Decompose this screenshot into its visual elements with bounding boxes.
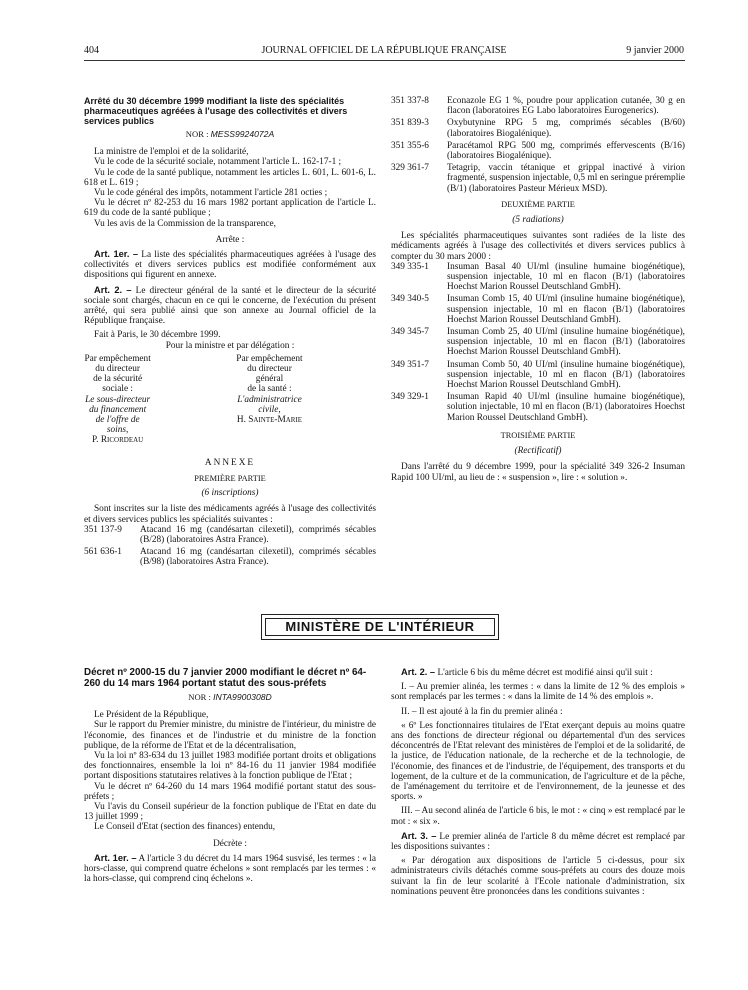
item-text: Econazole EG 1 %, poudre pour application cutanée, 30 g en flacon (laboratoires EG Labo laboratoires Eurogenerics).	[447, 96, 685, 117]
sig-line: de la sécurité sociale :	[93, 374, 143, 395]
arrete-column-right	[391, 96, 685, 483]
article-label: Art. 1er. –	[94, 852, 137, 863]
sig-line: Le sous-directeur du financement	[85, 394, 151, 415]
article-text: Le premier alinéa de l'article 8 du même décret est remplacé par les dispositions suivantes :	[391, 831, 685, 853]
item-code: 351 137-9	[84, 524, 122, 535]
list-item	[391, 360, 685, 391]
article-text: La liste des spécialités pharmaceutiques agréées à l'usage des collectivités et divers services publics est modifiée conformément aux dispositions qui figurent en annexe.	[84, 250, 376, 281]
decret-art2-i: I. – Au premier alinéa, les termes : « dans la limite de 12 % des emplois » sont remplacés par les termes : « dans la limite de 14 % des emplois ».	[391, 682, 685, 703]
partie-1-intro: Sont inscrites sur la liste des médicaments agréés à l'usage des collectivités et divers services publics les spécialités suivantes :	[84, 504, 376, 525]
item-code: 349 335-1	[391, 261, 429, 272]
decret-nor	[84, 692, 376, 702]
arrete-para: La ministre de l'emploi et de la solidarité,	[94, 147, 249, 158]
list-item	[391, 96, 685, 116]
partie-3-title: TROISIÈME PARTIE	[500, 430, 576, 440]
partie-2-sub: (5 radiations)	[512, 215, 564, 226]
decret-article-2	[391, 667, 685, 678]
list-item	[391, 392, 685, 423]
item-code: 561 636-1	[84, 547, 122, 558]
list-item	[391, 327, 685, 358]
list-item	[391, 294, 685, 325]
article-text: A l'article 3 du décret du 14 mars 1964 susvisé, les termes : « la hors-classe, qui comprend quatre échelons » sont remplacés par les termes : « la hors-classe, qui comprend cinq échelons ».	[84, 853, 376, 885]
item-code: 351 337-8	[391, 96, 429, 106]
list-item	[84, 547, 376, 567]
decret-para: Le Président de la République,	[94, 710, 209, 721]
signatures	[84, 354, 376, 446]
item-text: Insuman Comb 25, 40 UI/ml (insuline humaine biogénétique), suspension injectable, 10 ml en flacon (B/1) (laboratoires Hoechst Marion Roussel Deutschland GmbH).	[447, 327, 685, 358]
item-code: 349 351-7	[391, 359, 429, 370]
list-item	[391, 141, 685, 161]
decret-para: Sur le rapport du Premier ministre, du ministre de l'intérieur, du ministre de l'économie, des finances et de l'industrie et du ministre de la fonction publique, de la réforme de l'Etat et de la décentralisation,	[84, 720, 376, 751]
decret-para: Vu l'avis du Conseil supérieur de la fonction publique de l'Etat en date du 13 juillet 1999 ;	[84, 802, 376, 823]
decret-title: Décret nº 2000-15 du 7 janvier 2000 modifiant le décret nº 64-260 du 14 mars 1964 portant statut des sous-préfets	[84, 667, 367, 689]
article-label: Art. 2. –	[401, 667, 436, 677]
arrete-para: Vu les avis de la Commission de la transparence,	[94, 218, 276, 229]
list-item	[84, 525, 376, 545]
ministry-title: MINISTÈRE DE L'INTÉRIEUR	[265, 618, 495, 636]
decret-para: Vu la loi nº 83-634 du 13 juillet 1983 modifiée portant droits et obligations des fonctionnaires, ensemble la loi nº 84-16 du 11 janvier 1984 modifiée portant dispositions statutaires relatives à la fonction publique de l'Etat ;	[84, 751, 376, 782]
issue-date: 9 janvier 2000	[626, 45, 684, 56]
delegation: Pour la ministre et par délégation :	[165, 340, 295, 351]
fait-a: Fait à Paris, le 30 décembre 1999.	[94, 330, 221, 341]
decret-para: Le Conseil d'Etat (section des finances) entendu,	[94, 822, 276, 833]
nor-code: MESS9924072A	[210, 129, 275, 139]
decret-art2-quote: « 6º Les fonctionnaires titulaires de l'Etat exerçant depuis au moins quatre ans des fonctions de directeur régional ou départemental d'un des services déconcentrés de l'Etat relevant des ministères de l'emploi et de la solidarité, de la justice, de l'éducation nationale, de la recherche et de la technologie, de l'économie, des finances et de l'industrie, de l'équipement, des transports et du logement, de la culture et de la communication, de l'agriculture et de la pêche, de l'aménagement du territoire et de l'environnement, de la jeunesse et des sports. »	[391, 720, 685, 803]
page-header	[84, 45, 684, 59]
decret-art2-ii: II. – Il est ajouté à la fin du premier alinéa :	[401, 706, 563, 717]
arrete-article-1	[84, 249, 376, 281]
sig-line: L'administratrice civile,	[237, 394, 302, 415]
ministry-banner	[261, 614, 499, 640]
partie-1-sub: (6 inscriptions)	[201, 488, 259, 499]
arrete-word: Arrête :	[215, 234, 245, 245]
item-text: Tetagrip, vaccin tétanique et grippal inactivé à virion fragmenté, suspension injectable, 0,5 ml en seringue préremplie (B/1) (laboratoires Pasteur Mérieux MSD).	[447, 163, 685, 194]
page-number: 404	[84, 45, 99, 56]
nor-label: NOR :	[188, 692, 211, 702]
sig-line: du directeur général	[247, 364, 292, 385]
partie-3-sub: (Rectificatif)	[514, 446, 562, 457]
decret-column	[84, 667, 376, 884]
arrete-para: Vu le code de la sécurité sociale, notamment l'article L. 162-17-1 ;	[94, 157, 342, 168]
item-text: Paracétamol RPG 500 mg, comprimés effervescents (B/16) (laboratoires Biogalénique).	[447, 140, 685, 162]
item-code: 349 329-1	[391, 392, 429, 403]
article-label: Art. 2. –	[94, 284, 132, 295]
nor-label: NOR :	[185, 129, 209, 139]
decret-para: Vu le décret nº 64-260 du 14 mars 1964 modifié portant statut des sous-préfets ;	[84, 781, 376, 802]
article-label: Art. 1er. –	[94, 249, 139, 260]
decret-art3-quote: « Par dérogation aux dispositions de l'article 5 ci-dessus, pour six administrateurs civils détachés comme sous-préfets au cours des douze mois suivant la fin de leur scolarité à l'Ecole nationale d'administration, six nominations peuvent être prononcées dans les conditions suivantes :	[391, 856, 685, 897]
decret-column-right	[391, 667, 685, 897]
sig-line: de la santé :	[247, 384, 292, 395]
partie-2-intro: Les spécialités pharmaceutiques suivantes sont radiées de la liste des médicaments agréés à l'usage des collectivités et divers services publics à compter du 30 mars 2000 :	[391, 231, 685, 262]
decret-article-3	[391, 831, 685, 852]
nor-code: INTA9900308D	[213, 692, 272, 702]
sig-line: Par empêchement	[236, 353, 303, 364]
signatory-name: H. Sainte-Marie	[236, 415, 303, 426]
list-item	[391, 262, 685, 293]
item-code: 351 355-6	[391, 140, 429, 151]
decrete-word: Décrète :	[213, 838, 247, 849]
partie-3-text: Dans l'arrêté du 9 décembre 1999, pour la spécialité 349 326-2 Insuman Rapid 100 UI/ml, au lieu de : « suspension », lire : « solution ».	[391, 462, 685, 483]
signatory-name: P. Ricordeau	[92, 435, 144, 446]
decret-art2-iii: III. – Au second alinéa de l'article 6 bis, le mot : « cinq » est remplacé par le mot : « six ».	[391, 806, 685, 827]
article-text: Le directeur général de la santé et le directeur de la sécurité sociale sont chargés, chacun en ce qui le concerne, de l'exécution du présent arrêté, qui sera publié ainsi que son annexe au Journal officiel de la République française.	[84, 285, 377, 327]
arrete-article-2	[84, 285, 376, 327]
item-code: 349 345-7	[391, 327, 429, 338]
item-text: Oxybutynine RPG 5 mg, comprimés sécables (B/60) (laboratoires Biogalénique).	[447, 118, 685, 139]
arrete-nor	[84, 129, 376, 139]
item-code: 349 340-5	[391, 294, 429, 305]
item-text: Atacand 16 mg (candésartan cilexetil), comprimés sécables (B/28) (laboratoires Astra France).	[140, 524, 376, 545]
item-text: Insuman Comb 50, 40 UI/ml (insuline humaine biogénétique), suspension injectable, 10 ml en flacon (B/1) (laboratoires Hoechst Marion Roussel Deutschland GmbH).	[447, 359, 685, 391]
article-label: Art. 3. –	[401, 830, 437, 841]
partie-1-title: PREMIÈRE PARTIE	[194, 473, 266, 483]
sig-line: de l'offre de soins,	[95, 415, 140, 436]
item-text: Atacand 16 mg (candésartan cilexetil), comprimés sécables (B/98) (laboratoires Astra France).	[140, 547, 376, 568]
item-text: Insuman Rapid 40 UI/ml (insuline humaine biogénétique), solution injectable, 10 ml en flacon (B/1) (laboratoires Hoechst Marion Roussel Deutschland GmbH).	[447, 392, 685, 423]
arrete-para: Vu le code général des impôts, notamment l'article 281 octies ;	[94, 188, 328, 199]
item-code: 329 361-7	[391, 163, 429, 174]
list-item	[391, 163, 685, 194]
signature-left	[84, 354, 224, 446]
journal-title: JOURNAL OFFICIEL DE LA RÉPUBLIQUE FRANÇAISE	[261, 45, 507, 56]
list-item	[391, 118, 685, 138]
arrete-para: Vu le code de la santé publique, notamment les articles L. 601, L. 601-6, L. 618 et L. 619 ;	[84, 167, 376, 188]
header-rule	[84, 60, 685, 61]
arrete-para: Vu le décret nº 82-253 du 16 mars 1982 portant application de l'article L. 619 du code de la santé publique ;	[84, 198, 376, 219]
arrete-title: Arrêté du 30 décembre 1999 modifiant la liste des spécialités pharmaceutiques agréées à l'usage des collectivités et divers services publics	[84, 96, 348, 126]
partie-2-title: DEUXIÈME PARTIE	[501, 199, 575, 209]
item-text: Insuman Comb 15, 40 UI/ml (insuline humaine biogénétique), suspension injectable, 10 ml en flacon (B/1) (laboratoires Hoechst Marion Roussel Deutschland GmbH).	[447, 294, 685, 325]
decret-article-1	[84, 853, 376, 885]
sig-line: Par empêchement du directeur	[84, 353, 151, 375]
item-text: Insuman Basal 40 UI/ml (insuline humaine biogénétique), suspension injectable, 10 ml en flacon (B/1) (laboratoires Hoechst Marion Roussel Deutschland GmbH).	[447, 261, 685, 293]
arrete-column	[84, 96, 376, 570]
annexe-heading: ANNEXE	[204, 457, 256, 468]
item-code: 351 839-3	[391, 118, 429, 129]
article-text: L'article 6 bis du même décret est modifié ainsi qu'il suit :	[437, 668, 653, 678]
signature-right	[236, 354, 376, 446]
